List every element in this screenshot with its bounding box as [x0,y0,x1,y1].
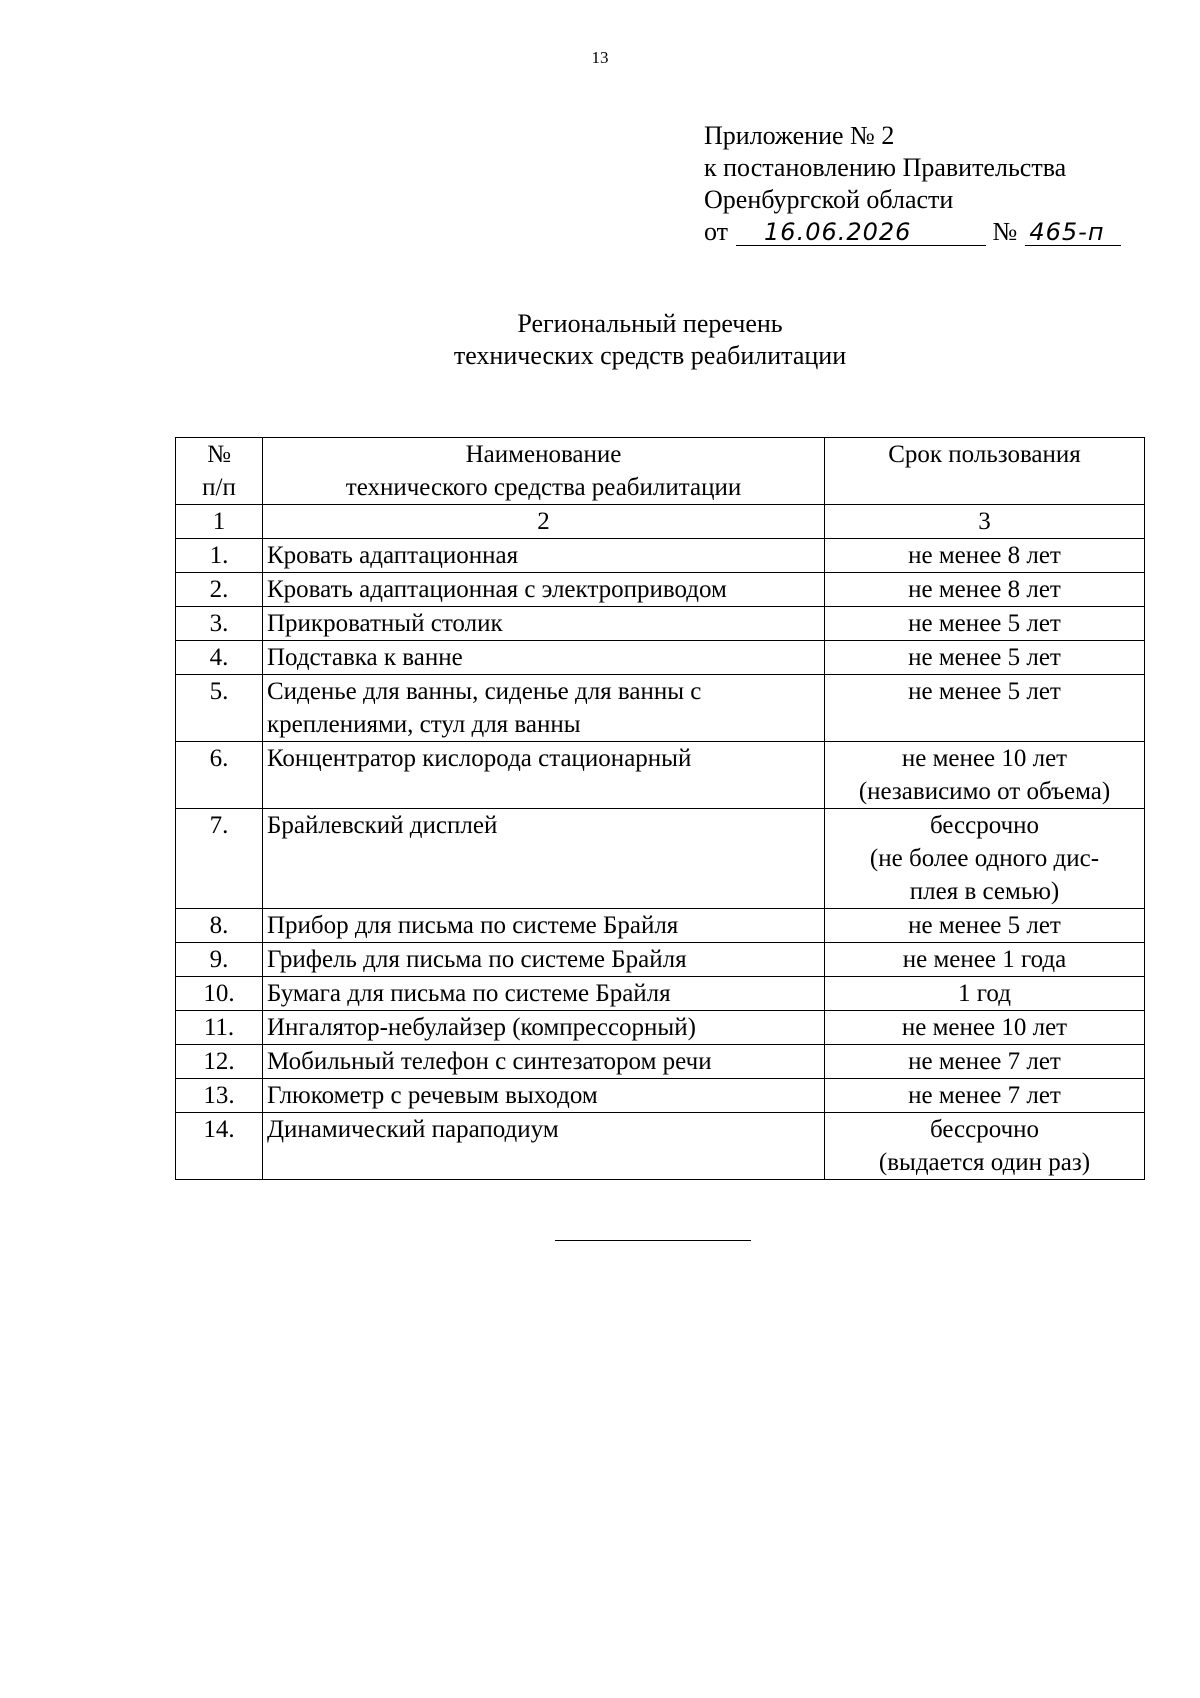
handwritten-date: 16.06.2026 [764,218,912,246]
row-term: не менее 5 лет [825,607,1145,641]
row-name: Прибор для письма по системе Брайля [263,909,825,943]
end-divider [555,1240,751,1241]
row-name: Прикроватный столик [263,607,825,641]
row-term: бессрочно (не более одного дис- плея в семью) [825,809,1145,909]
table-row [176,573,1145,607]
row-number: 7. [176,809,263,909]
table-row [176,539,1145,573]
row-name: Глюкометр с речевым выходом [263,1079,825,1113]
appendix-date-number [704,216,1121,248]
table-row [176,1011,1145,1045]
row-term: не менее 7 лет [825,1079,1145,1113]
title-line-2: технических средств реабилитации [453,341,847,370]
header-name: Наименование технического средства реабилитации [263,438,825,505]
row-name: Ингалятор-небулайзер (компрессорный) [263,1011,825,1045]
appendix-reference: к постановлению Правительства [704,153,1067,182]
table-row [176,675,1145,742]
header-term: Срок пользования [825,438,1145,505]
date-prefix: от [704,217,729,246]
row-term: 1 год [825,977,1145,1011]
row-number: 11. [176,1011,263,1045]
table-header-row [176,438,1145,505]
table-row [176,1113,1145,1180]
row-term: не менее 7 лет [825,1045,1145,1079]
handwritten-number: 465-п [1029,218,1105,246]
table-row [176,977,1145,1011]
row-number: 14. [176,1113,263,1180]
table-row [176,943,1145,977]
rehabilitation-means-table [175,437,1145,1180]
row-number: 3. [176,607,263,641]
page-number: 13 [591,48,609,67]
row-name: Кровать адаптационная с электроприводом [263,573,825,607]
row-term: не менее 8 лет [825,573,1145,607]
row-number: 1. [176,539,263,573]
row-name: Брайлевский дисплей [263,809,825,909]
number-field [1025,219,1121,246]
row-term: не менее 5 лет [825,675,1145,742]
table-row [176,742,1145,809]
row-term: не менее 5 лет [825,641,1145,675]
title-line-1: Региональный перечень [517,309,783,338]
table-row [176,909,1145,943]
index-col-1: 1 [176,505,263,539]
row-term: не менее 10 лет [825,1011,1145,1045]
row-name: Бумага для письма по системе Брайля [263,977,825,1011]
row-name: Мобильный телефон с синтезатором речи [263,1045,825,1079]
row-number: 2. [176,573,263,607]
row-number: 4. [176,641,263,675]
appendix-region: Оренбургской области [704,185,954,214]
number-prefix: № [992,217,1018,246]
date-field [736,219,986,246]
row-term: не менее 8 лет [825,539,1145,573]
row-name: Кровать адаптационная [263,539,825,573]
appendix-title: Приложение № 2 [704,121,895,150]
table-row [176,809,1145,909]
header-num: № п/п [176,438,263,505]
row-number: 5. [176,675,263,742]
table-body [176,539,1145,1180]
row-name: Грифель для письма по системе Брайля [263,943,825,977]
table-index-row [176,505,1145,539]
row-number: 10. [176,977,263,1011]
row-term: не менее 5 лет [825,909,1145,943]
row-term: не менее 10 лет (независимо от объема) [825,742,1145,809]
row-term: не менее 1 года [825,943,1145,977]
table-row [176,1045,1145,1079]
table-row [176,1079,1145,1113]
row-number: 12. [176,1045,263,1079]
index-col-2: 2 [263,505,825,539]
row-number: 6. [176,742,263,809]
row-term: бессрочно (выдается один раз) [825,1113,1145,1180]
table-row [176,641,1145,675]
row-number: 9. [176,943,263,977]
appendix-header [704,120,1121,248]
table-row [176,607,1145,641]
index-col-3: 3 [825,505,1145,539]
row-number: 13. [176,1079,263,1113]
row-number: 8. [176,909,263,943]
row-name: Динамический параподиум [263,1113,825,1180]
row-name: Подставка к ванне [263,641,825,675]
document-title [0,308,1200,372]
row-name: Концентратор кислорода стационарный [263,742,825,809]
row-name: Сиденье для ванны, сиденье для ванны с креплениями, стул для ванны [263,675,825,742]
